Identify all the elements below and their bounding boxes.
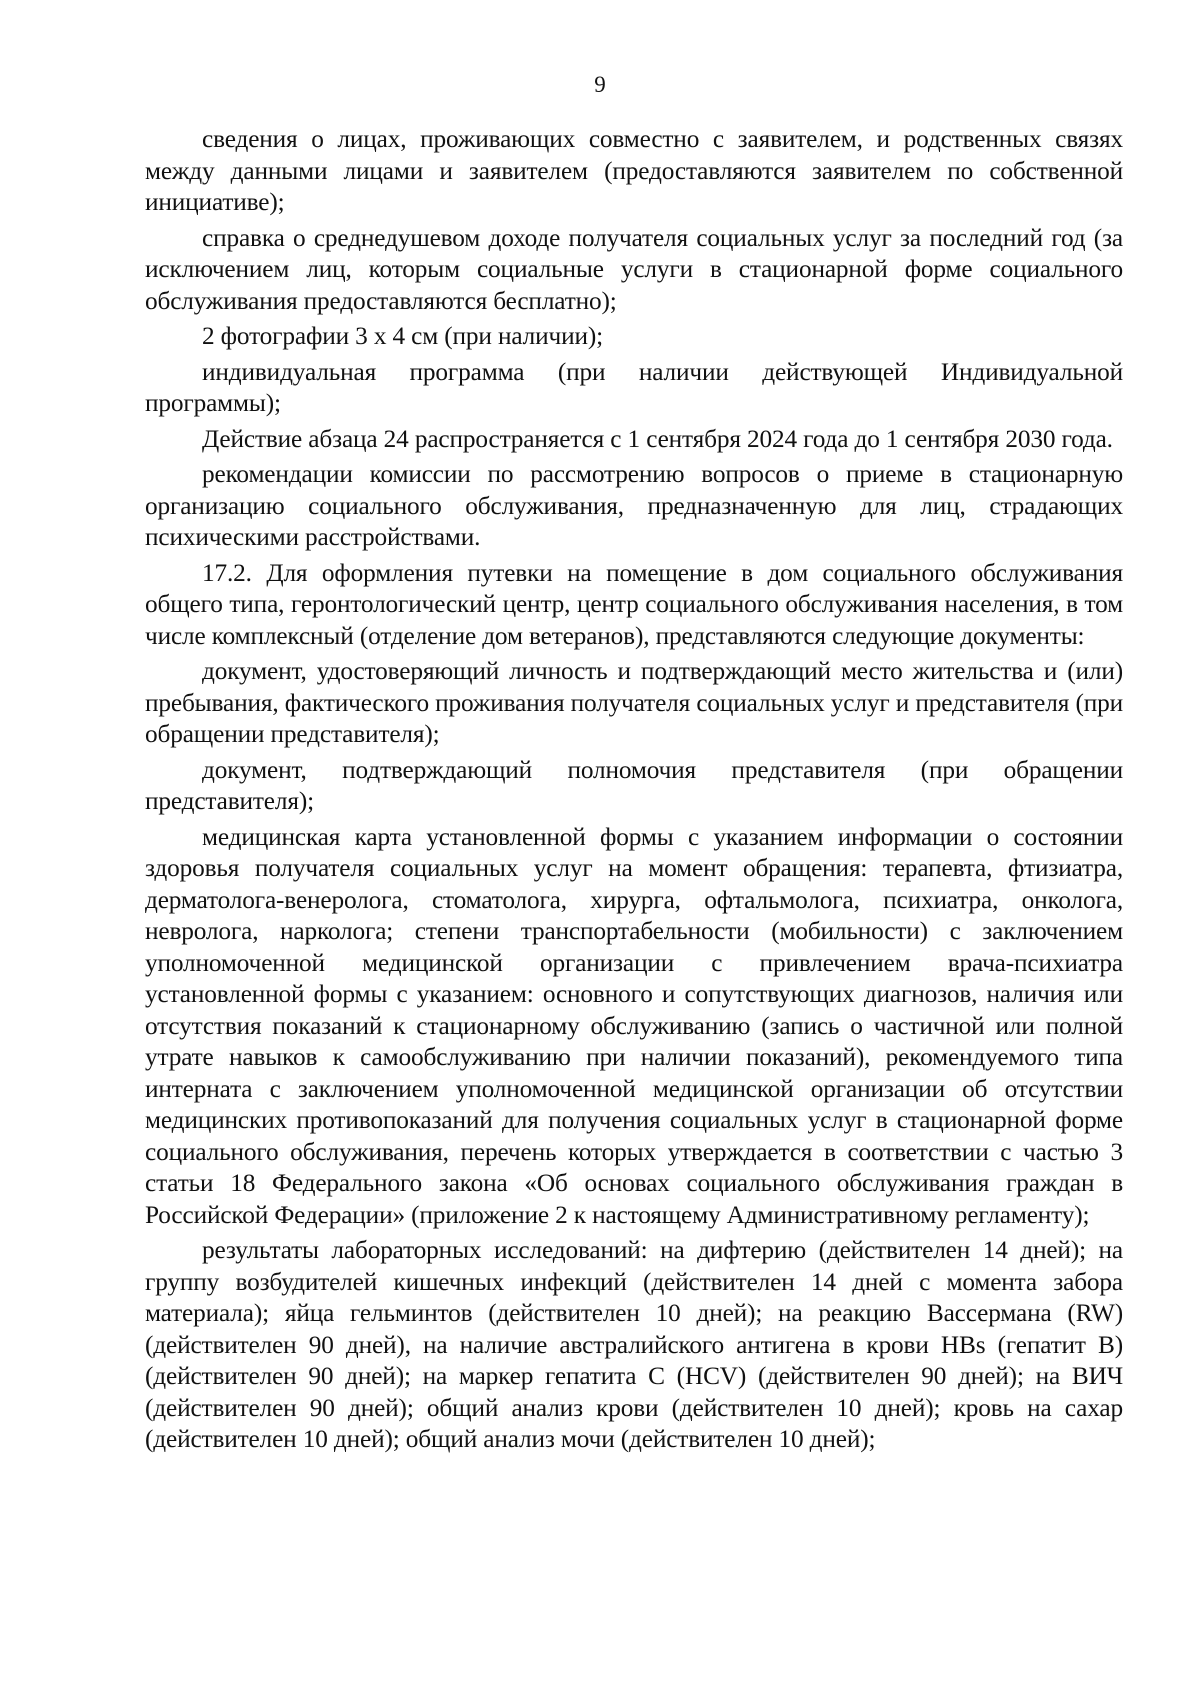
paragraph-income-certificate: справка о среднедушевом доходе получателя социальных услуг за последний год (за исключением лиц, которым социальные услуги в стационарной форме социального обслуживания предоставляются бесплатно); bbox=[145, 223, 1123, 315]
paragraph-identity-document: документ, удостоверяющий личность и подтверждающий место жительства и (или) пребывания, фактического проживания получателя социальных услуг и представителя (при обращении представителя); bbox=[145, 657, 1123, 748]
paragraph-validity-note: Действие абзаца 24 распространяется с 1 сентября 2024 года до 1 сентября 2030 года. bbox=[202, 424, 1113, 453]
document-body bbox=[145, 124, 1123, 1460]
paragraph-cohabitants-info: сведения о лицах, проживающих совместно с заявителем, и родственных связях между данными лицами и заявителем (предоставляются заявителем по собственной инициативе); bbox=[145, 125, 1123, 216]
paragraph-medical-card: медицинская карта установленной формы с указанием информации о состоянии здоровья получателя социальных услуг на момент обращения: терапевта, фтизиатра, дерматолога-венеролога, стоматолога, хирурга, офтальмолога, психиатра, онколога, невролога, нарколога; степени транспортабельности (мобильности) с заключением уполномоченной медицинской организации с привлечением врача-психиатра установленной формы с указанием: основного и сопутствующих диагнозов, наличия или отсутствия показаний к стационарному обслуживанию (запись о частичной или полной утрате навыков к самообслуживанию при наличии показаний), рекомендуемого типа интерната с заключением уполномоченной медицинской организации об отсутствии медицинских противопоказаний для получения социальных услуг в стационарной форме социального обслуживания, перечень которых утверждается в соответствии с частью 3 статьи 18 Федерального закона «Об основах социального обслуживания граждан в Российской Федерации» (приложение 2 к настоящему Административному регламенту); bbox=[145, 822, 1123, 1229]
paragraph-lab-results: результаты лабораторных исследований: на дифтерию (действителен 14 дней); на группу возбудителей кишечных инфекций (действителен 14 дней с момента забора материала); яйца гельминтов (действителен 10 дней); на реакцию Вассермана (RW) (действителен 90 дней), на наличие австралийского антигена в крови HBs (гепатит B) (действителен 90 дней); на маркер гепатита С (HCV) (действителен 90 дней); на ВИЧ (действителен 90 дней); общий анализ крови (действителен 10 дней); кровь на сахар (действителен 10 дней); общий анализ мочи (действителен 10 дней); bbox=[145, 1236, 1123, 1453]
paragraph-representative-authority: документ, подтверждающий полномочия представителя (при обращении представителя); bbox=[145, 755, 1123, 815]
paragraph-section-17-2: 17.2. Для оформления путевки на помещение в дом социального обслуживания общего типа, геронтологический центр, центр социального обслуживания населения, в том числе комплексный (отделение дом ветеранов), представляются следующие документы: bbox=[145, 558, 1123, 650]
paragraph-commission-recommendations: рекомендации комиссии по рассмотрению вопросов о приеме в стационарную организацию социального обслуживания, предназначенную для лиц, страдающих психическими расстройствами. bbox=[145, 460, 1123, 551]
page-number: 9 bbox=[594, 72, 606, 97]
paragraph-individual-program: индивидуальная программа (при наличии действующей Индивидуальной программы); bbox=[145, 357, 1123, 417]
paragraph-photos: 2 фотографии 3 х 4 см (при наличии); bbox=[202, 322, 604, 350]
